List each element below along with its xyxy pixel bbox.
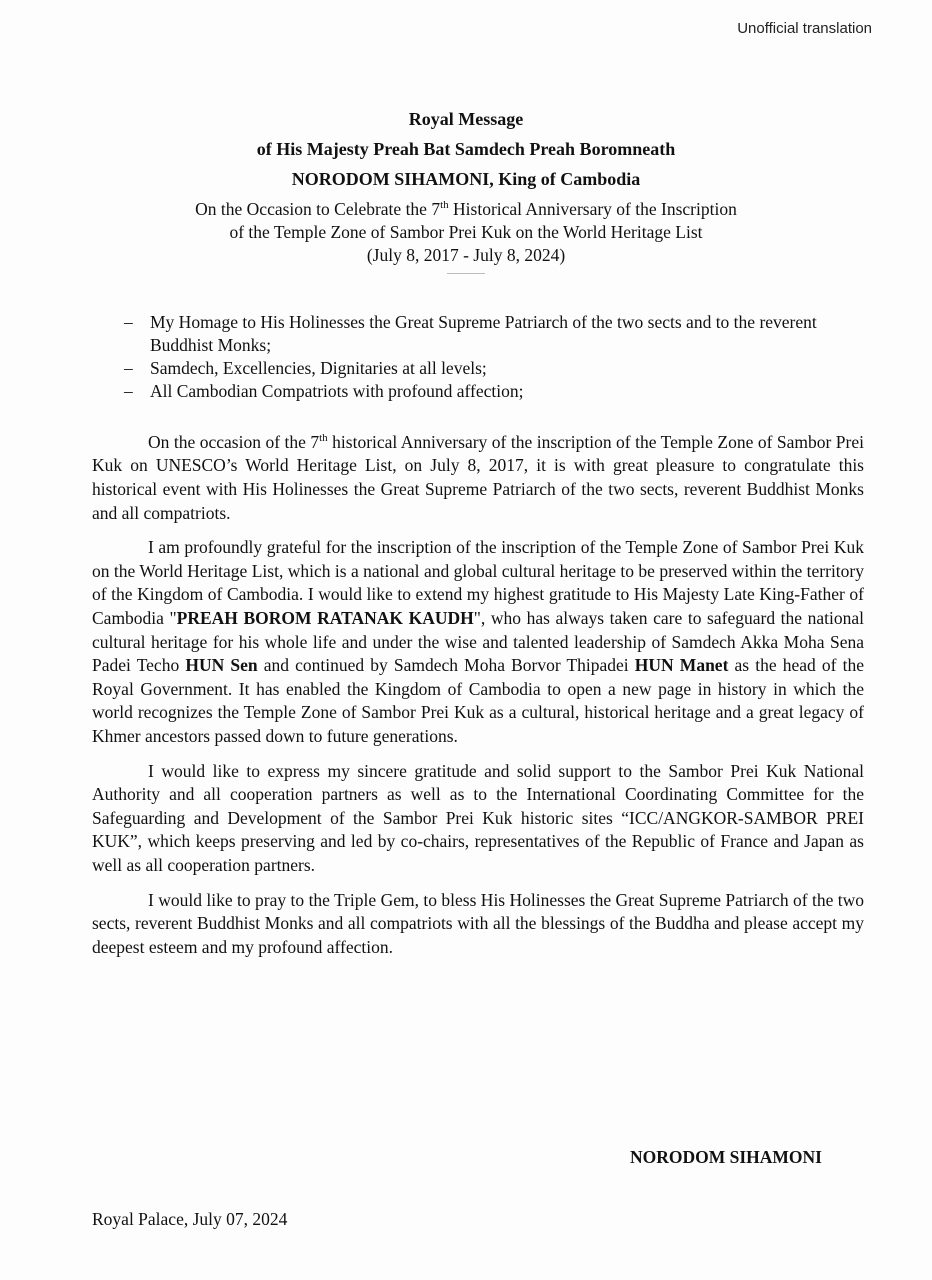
header-divider (447, 273, 485, 274)
header-king-name: NORODOM SIHAMONI, King of Cambodia (291, 169, 641, 189)
paragraph-3: I would like to express my sincere gratitude and solid support to the Sambor Prei Kuk National Authority and all cooperation partners as well as to the International Coordinating Committee for the Safeguarding and Development of the Sambor Prei Kuk historic sites “ICC/ANGKOR-SAMBOR PREI KUK”, which keeps preserving and led by co-chairs, representatives of the Republic of France and Japan as well as all cooperation partners. (92, 760, 864, 875)
header-royal-title: of His Majesty Preah Bat Samdech Preah Boromneath (256, 139, 676, 159)
header-occasion: On the Occasion to Celebrate the 7th Historical Anniversary of the Inscription (195, 198, 737, 219)
message-header (0, 104, 932, 274)
header-occasion-cont: of the Temple Zone of Sambor Prei Kuk on the World Heritage List (229, 221, 703, 242)
signature-name: NORODOM SIHAMONI (629, 1147, 822, 1167)
list-item: – Samdech, Excellencies, Dignitaries at all levels; (124, 358, 487, 378)
salutation-list (124, 311, 844, 403)
message-body (92, 427, 864, 970)
list-item: – My Homage to His Holinesses the Great Supreme Patriarch of the two sects and to the reverent Buddhist Monks; (124, 312, 817, 355)
paragraph-4: I would like to pray to the Triple Gem, to bless His Holinesses the Great Supreme Patriarch of the two sects, reverent Buddhist Monks and all compatriots with all the blessings of the Buddha and please accept my deepest esteem and my profound affection. (92, 889, 864, 957)
paragraph-1: On the occasion of the 7th historical Anniversary of the inscription of the Temple Zone of Sambor Prei Kuk on UNESCO’s World Heritage List, on July 8, 2017, it is with great pleasure to congratulate this historical event with His Holinesses the Great Supreme Patriarch of the two sects, reverent Buddhist Monks and all compatriots. (92, 431, 864, 523)
header-title: Royal Message (408, 109, 524, 129)
translation-note: Unofficial translation (737, 20, 872, 37)
list-item: – All Cambodian Compatriots with profound affection; (124, 381, 524, 401)
place-and-date: Royal Palace, July 07, 2024 (92, 1209, 288, 1229)
paragraph-2: I am profoundly grateful for the inscription of the inscription of the Temple Zone of Sambor Prei Kuk on the World Heritage List, which is a national and global cultural heritage to be preserved within the territory of the Kingdom of Cambodia. I would like to extend my highest gratitude to His Majesty Late King-Father of Cambodia "PREAH BOROM RATANAK KAUDH", who has always taken care to safeguard the national cultural heritage for his whole life and under the wise and talented leadership of Samdech Akka Moha Sena Padei Techo HUN Sen and continued by Samdech Moha Borvor Thipadei HUN Manet as the head of the Royal Government. It has enabled the Kingdom of Cambodia to open a new page in history in which the world recognizes the Temple Zone of Sambor Prei Kuk as a cultural, historical heritage and a great legacy of Khmer ancestors passed down to future generations. (92, 537, 864, 746)
header-dates: (July 8, 2017 - July 8, 2024) (366, 244, 566, 265)
